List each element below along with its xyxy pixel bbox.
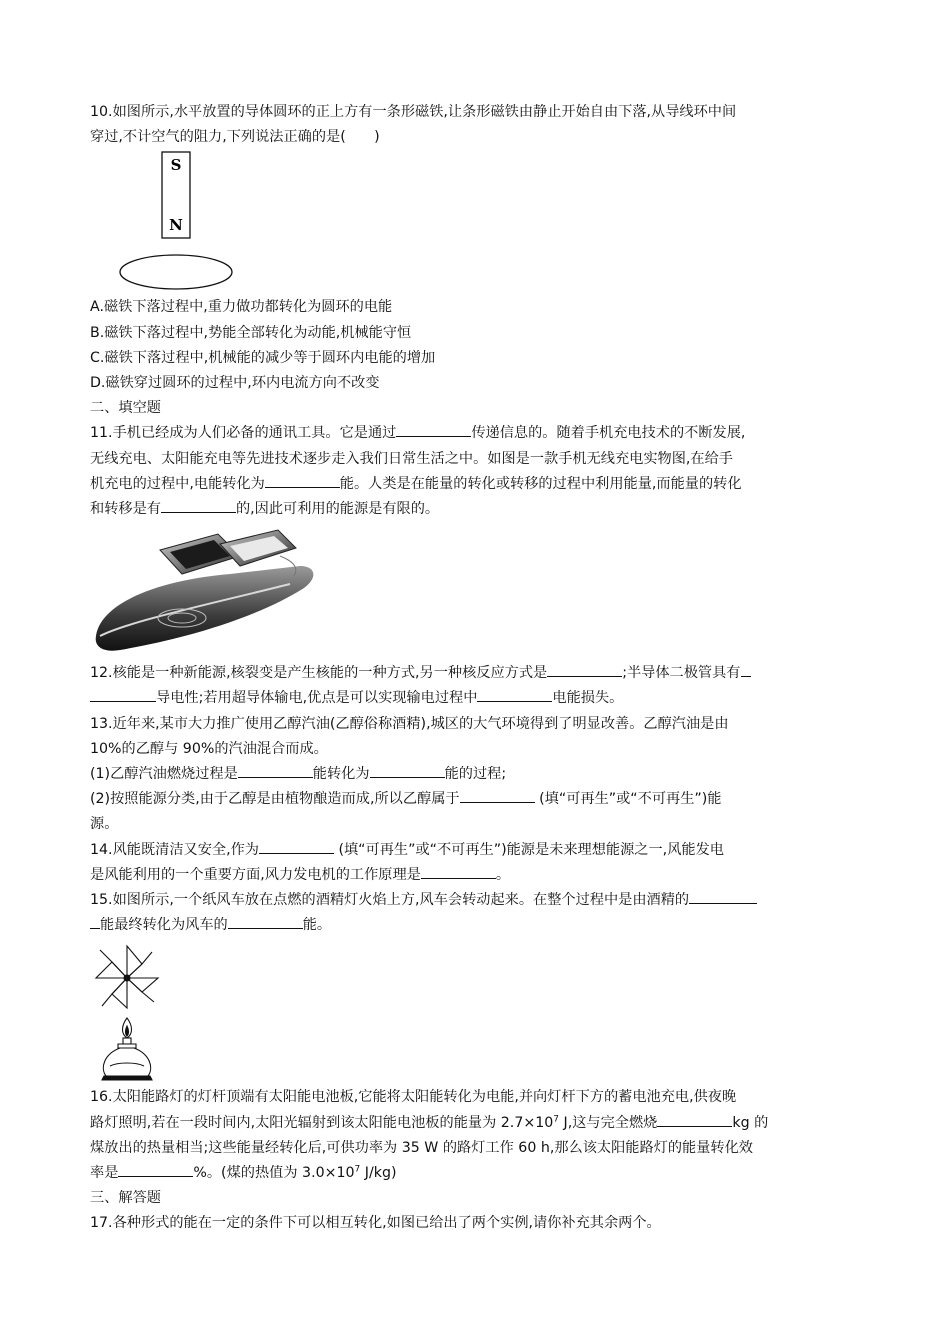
q16-line2 — [90, 1111, 860, 1136]
q10-option-d: D.磁铁穿过圆环的过程中,环内电流方向不改变 — [90, 375, 380, 392]
q11-blank-2[interactable] — [265, 472, 340, 488]
q15-blank-1b[interactable] — [90, 913, 100, 929]
q16-text-2: J,这与完全燃烧 — [559, 1114, 658, 1131]
q11-line3 — [90, 472, 860, 497]
q11-line1 — [90, 421, 860, 446]
q16-text-6: J/kg) — [360, 1165, 397, 1182]
magnet-ring-diagram — [90, 150, 290, 295]
q16-line3: 煤放出的热量相当;这些能量经转化后,可供功率为 35 W 的路灯工作 60 h,那么该太阳能路灯的能量转化效 — [90, 1139, 753, 1156]
q13-sub2 — [90, 787, 860, 812]
q14-text-2: (填“可再生”或“不可再生”)能源是未来理想能源之一,风能发电 — [333, 841, 724, 858]
q14-line1 — [90, 838, 860, 863]
q16-blank-1[interactable] — [657, 1111, 732, 1127]
q12-text-3: 导电性;若用超导体输电,优点是可以实现输电过程中 — [156, 690, 478, 707]
q11-text-1: 11.手机已经成为人们必备的通讯工具。它是通过 — [90, 425, 397, 442]
q14-text-3: 是风能利用的一个重要方面,风力发电机的工作原理是 — [90, 866, 421, 883]
q12-line1 — [90, 661, 860, 686]
q12-text-4: 电能损失。 — [552, 690, 624, 707]
alcohol-lamp-icon — [102, 1018, 152, 1080]
q12-line2 — [90, 686, 860, 711]
q10-option-a: A.磁铁下落过程中,重力做功都转化为圆环的电能 — [90, 299, 393, 316]
q13-blank-2[interactable] — [370, 762, 445, 778]
q13-text-1: (1)乙醇汽油燃烧过程是 — [90, 766, 238, 783]
q13-line2: 10%的乙醇与 90%的汽油混合而成。 — [90, 740, 328, 757]
pinwheel-lamp-diagram — [90, 940, 180, 1085]
q16-text-1: 路灯照明,若在一段时间内,太阳光辐射到该太阳能电池板的能量为 2.7×10 — [90, 1114, 554, 1131]
q15-text-3: 能。 — [302, 917, 332, 934]
q16-text-3: kg 的 — [732, 1114, 769, 1131]
q10-option-b: B.磁铁下落过程中,势能全部转化为动能,机械能守恒 — [90, 324, 412, 341]
q14-line2 — [90, 863, 860, 888]
q16-blank-2[interactable] — [118, 1161, 193, 1177]
q15-text-1: 15.如图所示,一个纸风车放在点燃的酒精灯火焰上方,风车会转动起来。在整个过程中是由酒精的 — [90, 892, 690, 909]
worksheet-page — [90, 100, 860, 1237]
section-fill-in-heading: 二、填空题 — [90, 400, 161, 417]
q15-blank-2[interactable] — [228, 913, 303, 929]
q11-blank-1[interactable] — [396, 421, 471, 437]
q16-exponent-1: 7 — [553, 1113, 560, 1124]
q11-line4 — [90, 497, 860, 522]
q13-text-5: (填“可再生”或“不可再生”)能 — [534, 791, 722, 808]
q12-blank-2b[interactable] — [90, 686, 156, 702]
q17-stem: 17.各种形式的能在一定的条件下可以相互转化,如图已给出了两个实例,请你补充其余两个。 — [90, 1215, 661, 1232]
q16-text-5: %。(煤的热值为 3.0×10 — [193, 1165, 355, 1182]
q16-exponent-2: 7 — [354, 1164, 361, 1175]
section-answer-heading: 三、解答题 — [90, 1190, 161, 1207]
q11-line2: 无线充电、太阳能充电等先进技术逐步走入我们日常生活之中。如图是一款手机无线充电实物图,在给手 — [90, 450, 733, 467]
q14-text-1: 14.风能既清洁又安全,作为 — [90, 841, 259, 858]
q16-line1: 16.太阳能路灯的灯杆顶端有太阳能电池板,它能将太阳能转化为电能,并向灯杆下方的蓄电池充电,供夜晚 — [90, 1089, 737, 1106]
q14-text-4: 。 — [495, 866, 511, 883]
q11-text-4: 能。人类是在能量的转化或转移的过程中利用能量,而能量的转化 — [339, 475, 742, 492]
q11-text-2: 传递信息的。随着手机充电技术的不断发展, — [471, 425, 746, 442]
wireless-charger-photo — [90, 526, 860, 661]
q13-sub2-cont: 源。 — [90, 816, 119, 833]
pinwheel-icon — [96, 946, 158, 1008]
q12-text-1: 12.核能是一种新能源,核裂变是产生核能的一种方式,另一种核反应方式是 — [90, 665, 548, 682]
q14-blank-1[interactable] — [259, 838, 334, 854]
q13-text-3: 能的过程; — [444, 766, 507, 783]
q10-stem-line2: 穿过,不计空气的阻力,下列说法正确的是( ) — [90, 129, 380, 146]
q11-text-3: 机充电的过程中,电能转化为 — [90, 475, 265, 492]
q12-blank-2a[interactable] — [741, 661, 751, 677]
magnet-ring-figure — [90, 150, 860, 295]
q13-blank-3[interactable] — [460, 787, 535, 803]
q13-sub1 — [90, 762, 860, 787]
q15-blank-1a[interactable] — [689, 888, 757, 904]
q13-text-2: 能转化为 — [312, 766, 370, 783]
q10-stem-line1: 10.如图所示,水平放置的导体圆环的正上方有一条形磁铁,让条形磁铁由静止开始自由下落,从导线环中间 — [90, 104, 737, 120]
magnet-s-label: S — [170, 156, 182, 175]
q13-line1: 13.近年来,某市大力推广使用乙醇汽油(乙醇俗称酒精),城区的大气环境得到了明显改善。乙醇汽油是由 — [90, 715, 729, 732]
q11-blank-3[interactable] — [161, 497, 236, 513]
q11-text-5: 和转移是有 — [90, 501, 161, 518]
magnet-n-label: N — [169, 216, 183, 235]
q15-text-2: 能最终转化为风车的 — [100, 917, 228, 934]
conductor-ring — [120, 255, 232, 289]
q16-text-4: 率是 — [90, 1165, 119, 1182]
pinwheel-lamp-figure — [90, 940, 860, 1085]
q16-line4 — [90, 1161, 860, 1186]
q13-text-4: (2)按照能源分类,由于乙醇是由植物酿造而成,所以乙醇属于 — [90, 791, 460, 808]
q12-text-2: ;半导体二极管具有 — [622, 665, 741, 682]
q10-option-c: C.磁铁下落过程中,机械能的减少等于圆环内电能的增加 — [90, 349, 436, 366]
q15-line1 — [90, 888, 860, 913]
q12-blank-1[interactable] — [547, 661, 622, 677]
q13-blank-1[interactable] — [238, 762, 313, 778]
wireless-charger-image — [90, 526, 330, 656]
q12-blank-3[interactable] — [477, 686, 552, 702]
q14-blank-2[interactable] — [421, 863, 496, 879]
q11-text-6: 的,因此可利用的能源是有限的。 — [235, 501, 440, 518]
q15-line2 — [90, 913, 860, 938]
